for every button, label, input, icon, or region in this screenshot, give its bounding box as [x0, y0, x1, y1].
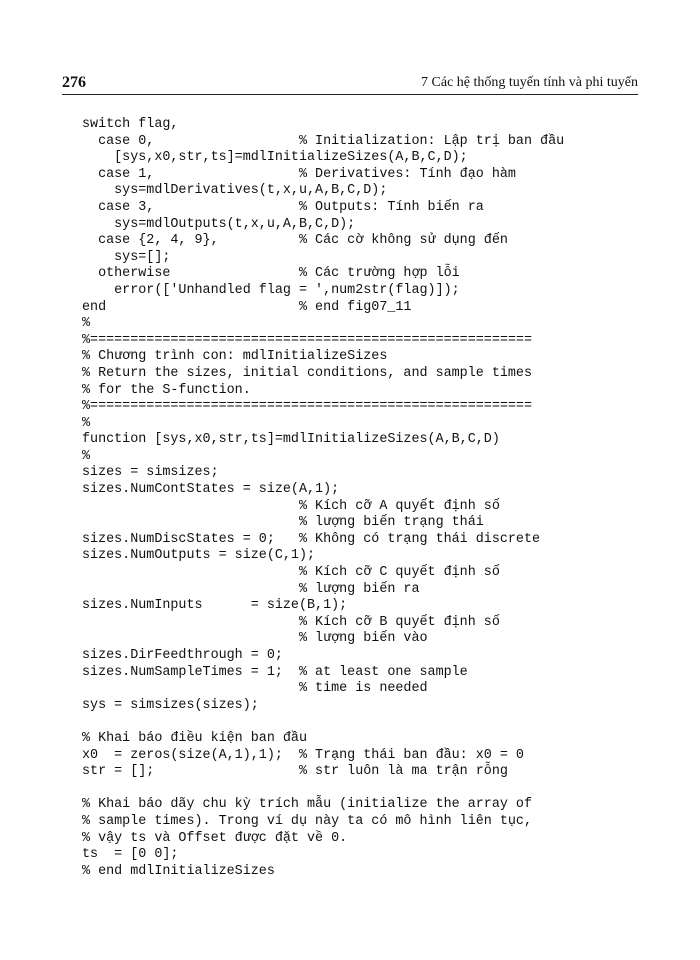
code-line: sizes.NumDiscStates = 0; % Không có trạng thái discrete — [82, 531, 541, 547]
code-line: case {2, 4, 9}, % Các cờ không sử dụng đến — [82, 233, 508, 249]
code-line: sizes.NumOutputs = size(C,1); — [82, 548, 316, 564]
code-line: % lượng biến vào — [82, 631, 428, 647]
code-line: sizes.NumInputs = size(B,1); — [82, 598, 348, 614]
code-line: case 3, % Outputs: Tính biến ra — [82, 199, 484, 215]
code-line: sys=mdlDerivatives(t,x,u,A,B,C,D); — [82, 183, 388, 199]
code-line: sizes.NumSampleTimes = 1; % at least one sample — [82, 664, 468, 680]
code-line: sizes = simsizes; — [82, 465, 219, 481]
code-line: sys=mdlOutputs(t,x,u,A,B,C,D); — [82, 216, 356, 232]
page-header — [62, 74, 638, 95]
code-line: sizes.NumContStates = size(A,1); — [82, 482, 340, 498]
page-number: 276 — [62, 74, 86, 91]
code-line: otherwise % Các trường hợp lỗi — [82, 266, 460, 282]
code-line: % — [82, 448, 91, 464]
code-line: % Khai báo dãy chu kỳ trích mẫu (initialize the array of — [82, 797, 532, 813]
code-line: % for the S-function. — [82, 382, 251, 398]
code-listing — [82, 117, 564, 880]
code-line: % Kích cỡ C quyết định số — [82, 565, 500, 581]
code-line: %======================================================= — [82, 399, 532, 415]
code-line: sys=[]; — [82, 249, 171, 265]
code-line: % Return the sizes, initial conditions, and sample times — [82, 365, 532, 381]
code-line: % end mdlInitializeSizes — [82, 863, 275, 879]
code-line: x0 = zeros(size(A,1),1); % Trạng thái ban đầu: x0 = 0 — [82, 747, 524, 763]
chapter-title: 7 Các hệ thống tuyến tính và phi tuyến — [421, 75, 638, 90]
code-line: case 0, % Initialization: Lập trị ban đầu — [82, 133, 565, 149]
code-line: % Khai báo điều kiện ban đầu — [82, 730, 307, 746]
code-line: case 1, % Derivatives: Tính đạo hàm — [82, 166, 516, 182]
code-line — [82, 781, 564, 798]
code-line: function [sys,x0,str,ts]=mdlInitializeSizes(A,B,C,D) — [82, 432, 500, 448]
code-line: % lượng biến trạng thái — [82, 515, 484, 531]
code-line — [82, 714, 564, 731]
code-line: sys = simsizes(sizes); — [82, 697, 259, 713]
code-line: %======================================================= — [82, 332, 532, 348]
code-line: % sample times). Trong ví dụ này ta có mô hình liên tục, — [82, 813, 532, 829]
code-line: % — [82, 316, 91, 332]
code-line: % Kích cỡ A quyết định số — [82, 498, 500, 514]
code-line: % — [82, 415, 91, 431]
code-line: % vậy ts và Offset được đặt về 0. — [82, 830, 348, 846]
code-line: % Kích cỡ B quyết định số — [82, 614, 500, 630]
code-line: [sys,x0,str,ts]=mdlInitializeSizes(A,B,C,D); — [82, 150, 468, 166]
code-line: switch flag, — [82, 117, 179, 132]
code-line: ts = [0 0]; — [82, 847, 179, 863]
code-line: sizes.DirFeedthrough = 0; — [82, 648, 283, 663]
code-line: str = []; % str luôn là ma trận rỗng — [82, 764, 508, 780]
code-line: % time is needed — [82, 681, 428, 697]
code-line: % Chương trình con: mdlInitializeSizes — [82, 349, 388, 365]
code-line: error(['Unhandled flag = ',num2str(flag)]); — [82, 282, 460, 298]
code-line: % lượng biến ra — [82, 581, 420, 597]
code-line: end % end fig07_11 — [82, 299, 412, 315]
